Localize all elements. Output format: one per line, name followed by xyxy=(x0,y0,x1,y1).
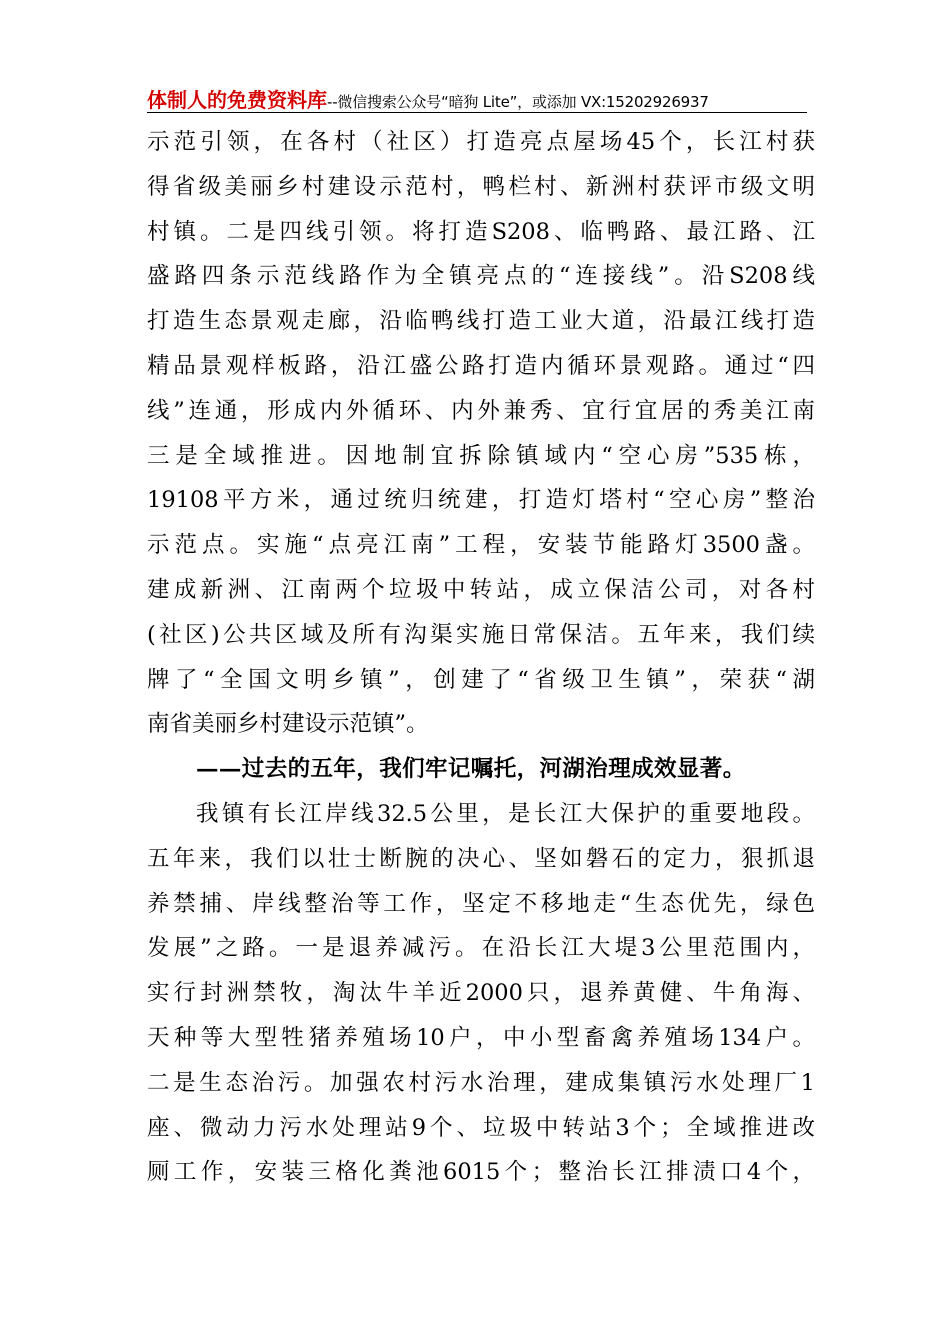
text-line: 养禁捕、岸线整治等工作，坚定不移地走“生态优先，绿色 xyxy=(147,890,815,917)
text-line: 示范点。实施“点亮江南”工程，安装节能路灯3500盏。 xyxy=(147,532,815,559)
section-heading: ——过去的五年，我们牢记嘱托，河湖治理成效显著。 xyxy=(196,756,746,783)
text-line: 19108平方米，通过统归统建，打造灯塔村“空心房”整治 xyxy=(147,487,815,514)
text-line: 我镇有长江岸线32.5公里，是长江大保护的重要地段。 xyxy=(196,800,815,827)
text-line: 得省级美丽乡村建设示范村，鸭栏村、新洲村获评市级文明 xyxy=(147,173,815,200)
text-line: 发展”之路。一是退养减污。在沿长江大堤3公里范围内， xyxy=(147,935,815,962)
text-line: (社区)公共区域及所有沟渠实施日常保洁。五年来，我们续 xyxy=(147,621,815,648)
text-line: 建成新洲、江南两个垃圾中转站，成立保洁公司，对各村 xyxy=(147,576,815,603)
text-line: 天种等大型牲猪养殖场10户，中小型畜禽养殖场134户。 xyxy=(147,1024,815,1051)
header-subtitle: --微信搜索公众号“暗狗 Lite”，或添加 VX:15202926937 xyxy=(327,93,709,111)
text-line: 示范引领，在各村（社区）打造亮点屋场45个，长江村获 xyxy=(147,129,815,155)
page-header xyxy=(147,84,807,113)
document-body xyxy=(147,120,815,1195)
text-line: 牌了“全国文明乡镇”，创建了“省级卫生镇”，荣获“湖 xyxy=(147,666,815,693)
text-line: 厕工作，安装三格化粪池6015个；整治长江排渍口4个， xyxy=(147,1159,815,1186)
header-brand: 体制人的免费资料库 xyxy=(147,88,327,112)
text-line: 三是全域推进。因地制宜拆除镇域内“空心房”535栋， xyxy=(147,442,815,469)
text-line: 五年来，我们以壮士断腕的决心、坚如磐石的定力，狠抓退 xyxy=(147,845,815,872)
text-line: 南省美丽乡村建设示范镇”。 xyxy=(147,711,429,738)
text-line: 实行封洲禁牧，淘汰牛羊近2000只，退养黄健、牛角海、 xyxy=(147,980,815,1007)
text-line: 座、微动力污水处理站9个、垃圾中转站3个；全域推进改 xyxy=(147,1114,815,1141)
text-line: 村镇。二是四线引领。将打造S208、临鸭路、最江路、江 xyxy=(147,218,815,245)
text-line: 线”连通，形成内外循环、内外兼秀、宜行宜居的秀美江南 xyxy=(147,397,815,424)
text-line: 打造生态景观走廊，沿临鸭线打造工业大道，沿最江线打造 xyxy=(147,308,815,335)
text-line: 二是生态治污。加强农村污水治理，建成集镇污水处理厂1 xyxy=(147,1069,815,1096)
text-line: 盛路四条示范线路作为全镇亮点的“连接线”。沿S208线 xyxy=(147,263,815,290)
text-line: 精品景观样板路，沿江盛公路打造内循环景观路。通过“四 xyxy=(147,352,815,379)
